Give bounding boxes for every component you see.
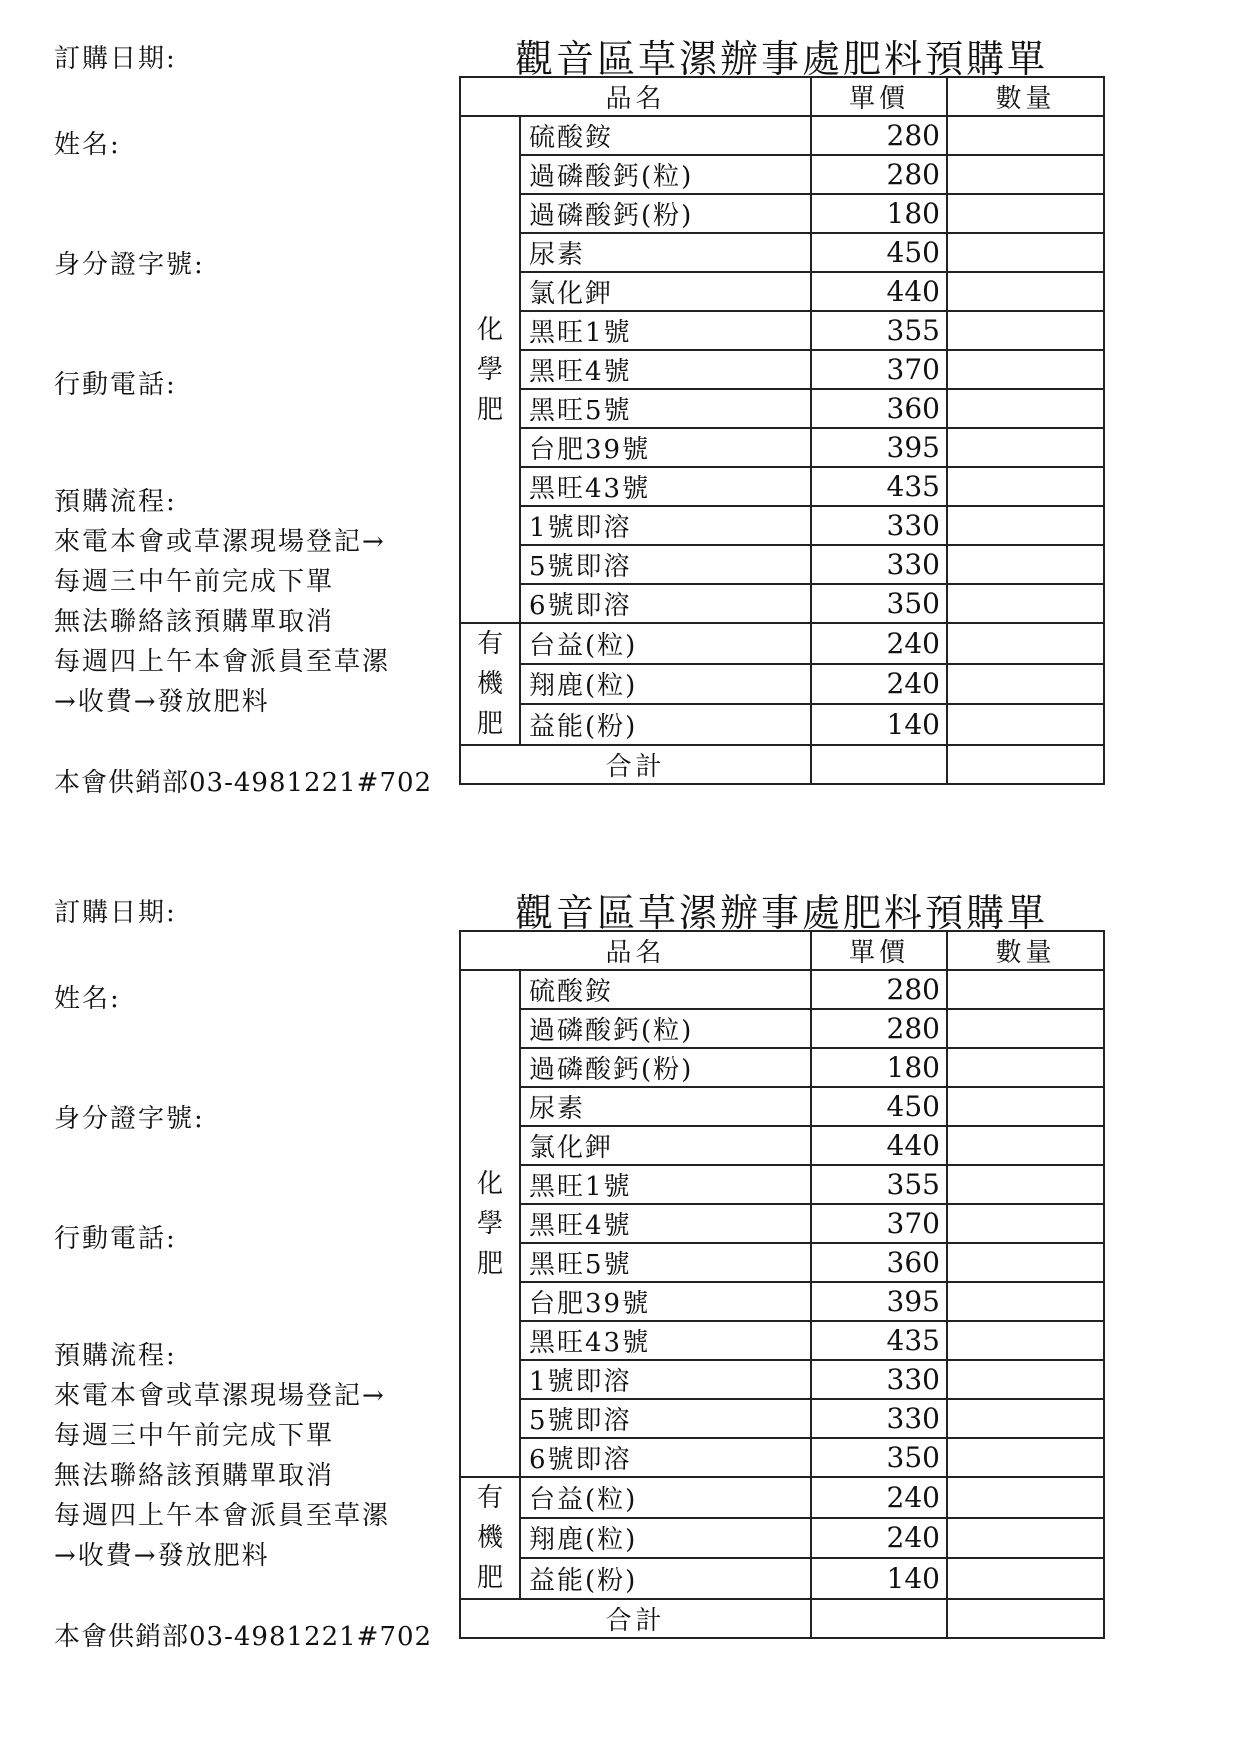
unit-price: 240 (811, 1477, 947, 1518)
name-label: 姓名: (54, 130, 121, 160)
item-name: 黑旺43號 (520, 1321, 811, 1360)
unit-price: 395 (811, 1282, 947, 1321)
process-line: 預購流程: (54, 487, 177, 517)
unit-price: 280 (811, 970, 947, 1009)
quantity-cell[interactable] (947, 1477, 1104, 1518)
item-name: 硫酸銨 (520, 116, 811, 155)
unit-price: 330 (811, 1360, 947, 1399)
unit-price: 330 (811, 1399, 947, 1438)
table-row (460, 704, 1104, 745)
category-char: 有 (476, 629, 503, 659)
item-name: 翔鹿(粒) (520, 1518, 811, 1559)
quantity-cell[interactable] (947, 1243, 1104, 1282)
unit-price: 280 (811, 116, 947, 155)
quantity-cell[interactable] (947, 389, 1104, 428)
quantity-cell[interactable] (947, 1558, 1104, 1599)
unit-price: 370 (811, 350, 947, 389)
category-char: 肥 (476, 394, 503, 425)
table-row (460, 1360, 1104, 1399)
form-title: 觀音區草漯辦事處肥料預購單 (514, 891, 1048, 935)
process-line: 來電本會或草漯現場登記→ (54, 1381, 386, 1411)
item-name: 黑旺4號 (520, 1204, 811, 1243)
quantity-cell[interactable] (947, 1282, 1104, 1321)
table-row (460, 1438, 1104, 1477)
unit-price: 435 (811, 467, 947, 506)
contact-info: 本會供銷部03-4981221#702 (54, 768, 433, 798)
total-qty-cell[interactable] (947, 745, 1104, 784)
contact-info: 本會供銷部03-4981221#702 (54, 1622, 433, 1652)
unit-price: 240 (811, 1518, 947, 1559)
quantity-cell[interactable] (947, 704, 1104, 745)
item-name: 過磷酸鈣(粒) (520, 1009, 811, 1048)
quantity-cell[interactable] (947, 1438, 1104, 1477)
item-name: 6號即溶 (520, 1438, 811, 1477)
id-number-label: 身分證字號: (54, 1104, 205, 1134)
table-row (460, 116, 1104, 155)
item-name: 益能(粉) (520, 704, 811, 745)
unit-price: 140 (811, 704, 947, 745)
quantity-cell[interactable] (947, 1087, 1104, 1126)
unit-price: 180 (811, 194, 947, 233)
quantity-cell[interactable] (947, 1321, 1104, 1360)
table-row (460, 1204, 1104, 1243)
table-row (460, 1243, 1104, 1282)
quantity-cell[interactable] (947, 272, 1104, 311)
unit-price: 370 (811, 1204, 947, 1243)
quantity-cell[interactable] (947, 428, 1104, 467)
table-row (460, 194, 1104, 233)
unit-price: 280 (811, 155, 947, 194)
item-name: 硫酸銨 (520, 970, 811, 1009)
table-row (460, 1477, 1104, 1518)
quantity-cell[interactable] (947, 584, 1104, 623)
table-row (460, 155, 1104, 194)
total-price-cell (811, 745, 947, 784)
quantity-cell[interactable] (947, 1204, 1104, 1243)
process-line: →收費→發放肥料 (54, 1541, 270, 1571)
process-line: 每週四上午本會派員至草漯 (54, 647, 391, 677)
unit-price: 450 (811, 233, 947, 272)
mobile-label: 行動電話: (54, 1224, 177, 1254)
table-row (460, 311, 1104, 350)
header-qty: 數量 (947, 931, 1104, 970)
quantity-cell[interactable] (947, 1048, 1104, 1087)
item-name: 尿素 (520, 233, 811, 272)
category-char: 學 (476, 354, 503, 385)
quantity-cell[interactable] (947, 155, 1104, 194)
table-row (460, 233, 1104, 272)
header-item: 品名 (460, 931, 811, 970)
table-row (460, 545, 1104, 584)
header-qty: 數量 (947, 77, 1104, 116)
header-item: 品名 (460, 77, 811, 116)
total-qty-cell[interactable] (947, 1599, 1104, 1638)
preorder-process (54, 482, 390, 722)
table-row (460, 1048, 1104, 1087)
unit-price: 240 (811, 623, 947, 664)
item-name: 黑旺5號 (520, 389, 811, 428)
item-name: 5號即溶 (520, 1399, 811, 1438)
category-char: 化 (476, 314, 503, 345)
unit-price: 440 (811, 272, 947, 311)
item-name: 6號即溶 (520, 584, 811, 623)
quantity-cell[interactable] (947, 1360, 1104, 1399)
quantity-cell[interactable] (947, 1518, 1104, 1559)
order-form-2 (0, 854, 1241, 1652)
order-date-label: 訂購日期: (54, 898, 177, 928)
category-char: 學 (476, 1208, 503, 1239)
table-row (460, 1558, 1104, 1599)
total-row (460, 745, 1104, 784)
item-name: 翔鹿(粒) (520, 664, 811, 705)
table-row (460, 1087, 1104, 1126)
item-name: 黑旺1號 (520, 311, 811, 350)
process-line: 無法聯絡該預購單取消 (54, 1461, 335, 1491)
unit-price: 350 (811, 1438, 947, 1477)
process-line: 無法聯絡該預購單取消 (54, 607, 335, 637)
total-price-cell (811, 1599, 947, 1638)
header-price: 單價 (811, 77, 947, 116)
item-name: 尿素 (520, 1087, 811, 1126)
unit-price: 440 (811, 1126, 947, 1165)
item-name: 益能(粉) (520, 1558, 811, 1599)
quantity-cell[interactable] (947, 1165, 1104, 1204)
unit-price: 355 (811, 311, 947, 350)
item-name: 台益(粒) (520, 623, 811, 664)
quantity-cell[interactable] (947, 194, 1104, 233)
category-cell (460, 1477, 520, 1599)
category-char: 機 (476, 669, 503, 699)
unit-price: 350 (811, 584, 947, 623)
category-char: 有 (476, 1483, 503, 1513)
category-char: 肥 (476, 1248, 503, 1279)
table-row (460, 272, 1104, 311)
process-line: 來電本會或草漯現場登記→ (54, 527, 386, 557)
quantity-cell[interactable] (947, 467, 1104, 506)
header-price: 單價 (811, 931, 947, 970)
table-row (460, 428, 1104, 467)
category-char: 肥 (476, 1563, 503, 1593)
quantity-cell[interactable] (947, 664, 1104, 705)
item-name: 黑旺43號 (520, 467, 811, 506)
table-row (460, 350, 1104, 389)
category-cell (460, 116, 520, 623)
name-label: 姓名: (54, 984, 121, 1014)
process-line: 每週三中午前完成下單 (54, 1421, 335, 1451)
table-row (460, 1165, 1104, 1204)
table-row (460, 506, 1104, 545)
table-row (460, 584, 1104, 623)
quantity-cell[interactable] (947, 545, 1104, 584)
fertilizer-order-table (459, 76, 1105, 785)
preorder-process (54, 1336, 390, 1576)
process-line: 預購流程: (54, 1341, 177, 1371)
item-name: 氯化鉀 (520, 272, 811, 311)
unit-price: 140 (811, 1558, 947, 1599)
category-cell (460, 623, 520, 745)
form-title: 觀音區草漯辦事處肥料預購單 (514, 37, 1048, 81)
table-row (460, 1282, 1104, 1321)
table-header-row (460, 931, 1104, 970)
total-label: 合計 (460, 745, 811, 784)
fertilizer-order-table (459, 930, 1105, 1639)
table-row (460, 623, 1104, 664)
process-line: 每週三中午前完成下單 (54, 567, 335, 597)
item-name: 黑旺4號 (520, 350, 811, 389)
unit-price: 330 (811, 506, 947, 545)
unit-price: 450 (811, 1087, 947, 1126)
quantity-cell[interactable] (947, 1126, 1104, 1165)
table-row (460, 1399, 1104, 1438)
unit-price: 395 (811, 428, 947, 467)
category-char: 肥 (476, 709, 503, 739)
table-row (460, 1518, 1104, 1559)
category-char: 化 (476, 1168, 503, 1199)
item-name: 過磷酸鈣(粉) (520, 1048, 811, 1087)
item-name: 台肥39號 (520, 428, 811, 467)
item-name: 黑旺1號 (520, 1165, 811, 1204)
unit-price: 280 (811, 1009, 947, 1048)
id-number-label: 身分證字號: (54, 250, 205, 280)
quantity-cell[interactable] (947, 1009, 1104, 1048)
table-row (460, 1126, 1104, 1165)
unit-price: 360 (811, 1243, 947, 1282)
quantity-cell[interactable] (947, 623, 1104, 664)
table-row (460, 389, 1104, 428)
total-label: 合計 (460, 1599, 811, 1638)
table-header-row (460, 77, 1104, 116)
item-name: 黑旺5號 (520, 1243, 811, 1282)
item-name: 台益(粒) (520, 1477, 811, 1518)
unit-price: 355 (811, 1165, 947, 1204)
mobile-label: 行動電話: (54, 370, 177, 400)
item-name: 1號即溶 (520, 506, 811, 545)
unit-price: 180 (811, 1048, 947, 1087)
table-row (460, 1009, 1104, 1048)
process-line: 每週四上午本會派員至草漯 (54, 1501, 391, 1531)
quantity-cell[interactable] (947, 311, 1104, 350)
total-row (460, 1599, 1104, 1638)
quantity-cell[interactable] (947, 233, 1104, 272)
item-name: 氯化鉀 (520, 1126, 811, 1165)
process-line: →收費→發放肥料 (54, 687, 270, 717)
table-row (460, 664, 1104, 705)
unit-price: 330 (811, 545, 947, 584)
category-cell (460, 970, 520, 1477)
quantity-cell[interactable] (947, 970, 1104, 1009)
order-date-label: 訂購日期: (54, 44, 177, 74)
item-name: 台肥39號 (520, 1282, 811, 1321)
quantity-cell[interactable] (947, 350, 1104, 389)
quantity-cell[interactable] (947, 506, 1104, 545)
table-row (460, 1321, 1104, 1360)
item-name: 1號即溶 (520, 1360, 811, 1399)
unit-price: 240 (811, 664, 947, 705)
item-name: 過磷酸鈣(粒) (520, 155, 811, 194)
table-row (460, 970, 1104, 1009)
item-name: 5號即溶 (520, 545, 811, 584)
category-char: 機 (476, 1523, 503, 1553)
order-form-1 (0, 0, 1241, 798)
unit-price: 435 (811, 1321, 947, 1360)
quantity-cell[interactable] (947, 1399, 1104, 1438)
quantity-cell[interactable] (947, 116, 1104, 155)
item-name: 過磷酸鈣(粉) (520, 194, 811, 233)
table-row (460, 467, 1104, 506)
unit-price: 360 (811, 389, 947, 428)
